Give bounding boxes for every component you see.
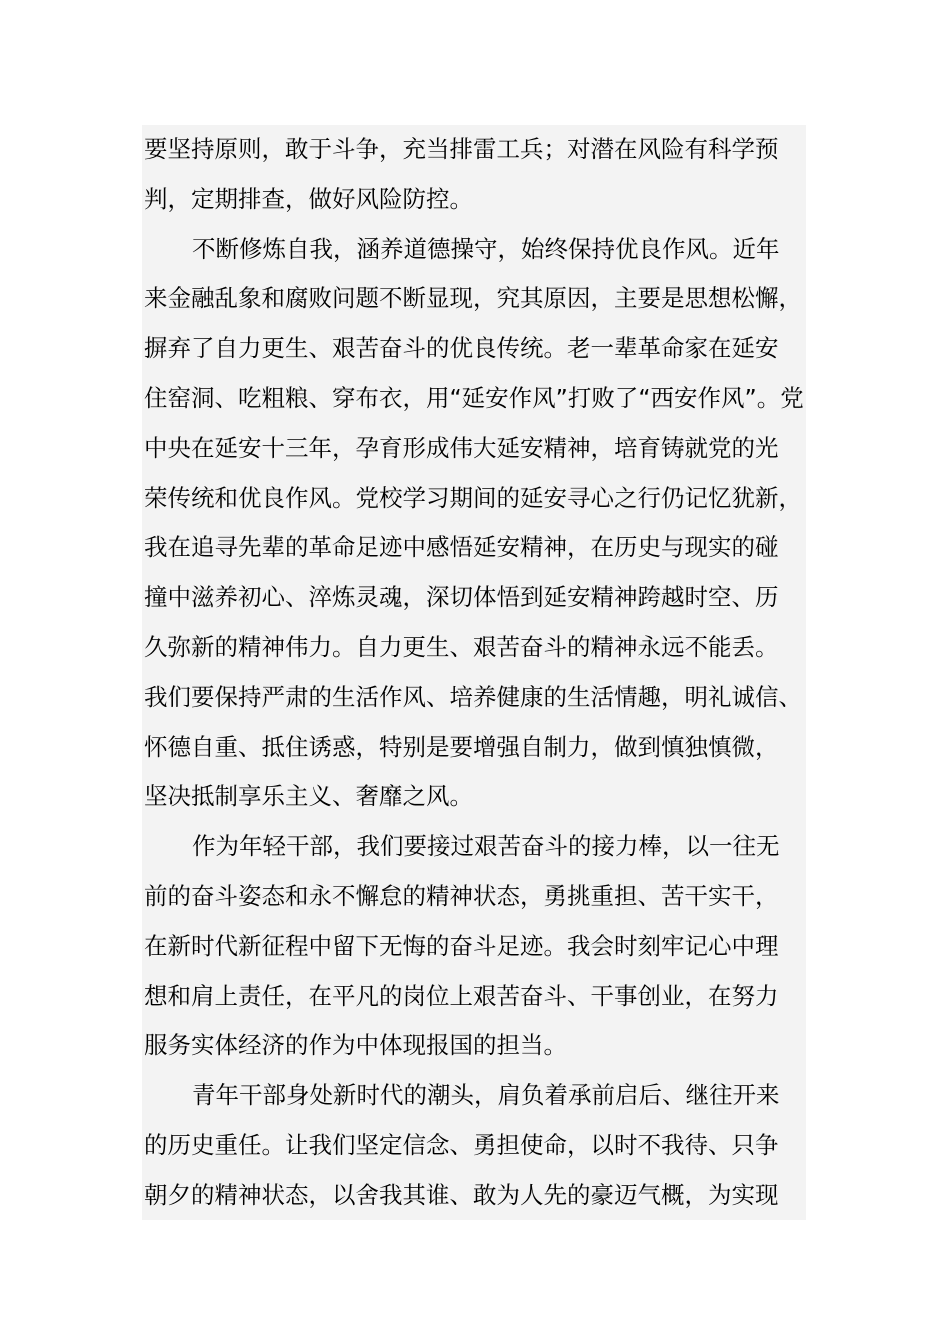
text-line: 想和肩上责任，在平凡的岗位上艰苦奋斗、干事创业，在努力 (144, 981, 779, 1010)
paragraph-start-line: 不断修炼自我，涵养道德操守，始终保持优良作风。近年 (192, 234, 780, 263)
text-line: 的历史重任。让我们坚定信念、勇担使命，以时不我待、只争 (144, 1130, 779, 1159)
text-line: 判，定期排查，做好风险防控。 (144, 184, 473, 213)
text-line: 来金融乱象和腐败问题不断显现，究其原因，主要是思想松懈， (144, 284, 802, 313)
text-line: 坚决抵制享乐主义、奢靡之风。 (144, 782, 473, 811)
text-line: 摒弃了自力更生、艰苦奋斗的优良传统。老一辈革命家在延安 (144, 334, 779, 363)
text-line: 怀德自重、抵住诱惑，特别是要增强自制力，做到慎独慎微， (144, 732, 779, 761)
paragraph-start-line: 作为年轻干部，我们要接过艰苦奋斗的接力棒，以一往无 (192, 832, 780, 861)
text-line: 住窑洞、吃粗粮、穿布衣，用“延安作风”打败了“西安作风”。党 (144, 383, 804, 412)
text-line: 中央在延安十三年，孕育形成伟大延安精神，培育铸就党的光 (144, 433, 779, 462)
text-line: 我们要保持严肃的生活作风、培养健康的生活情趣，明礼诚信、 (144, 682, 802, 711)
paragraph-start-line: 青年干部身处新时代的潮头，肩负着承前启后、继往开来 (192, 1081, 780, 1110)
text-line: 撞中滋养初心、淬炼灵魂，深切体悟到延安精神跨越时空、历 (144, 583, 779, 612)
text-line: 朝夕的精神状态，以舍我其谁、敢为人先的豪迈气概，为实现 (144, 1180, 779, 1209)
text-line: 在新时代新征程中留下无悔的奋斗足迹。我会时刻牢记心中理 (144, 931, 779, 960)
text-line: 我在追寻先辈的革命足迹中感悟延安精神，在历史与现实的碰 (144, 533, 779, 562)
text-line: 服务实体经济的作为中体现报国的担当。 (144, 1031, 567, 1060)
text-line: 久弥新的精神伟力。自力更生、艰苦奋斗的精神永远不能丢。 (144, 632, 779, 661)
text-line: 前的奋斗姿态和永不懈怠的精神状态，勇挑重担、苦干实干， (144, 881, 779, 910)
text-line: 要坚持原则，敢于斗争，充当排雷工兵；对潜在风险有科学预 (144, 135, 779, 163)
document-body (142, 125, 806, 1220)
text-line: 荣传统和优良作风。党校学习期间的延安寻心之行仍记忆犹新， (144, 483, 802, 512)
